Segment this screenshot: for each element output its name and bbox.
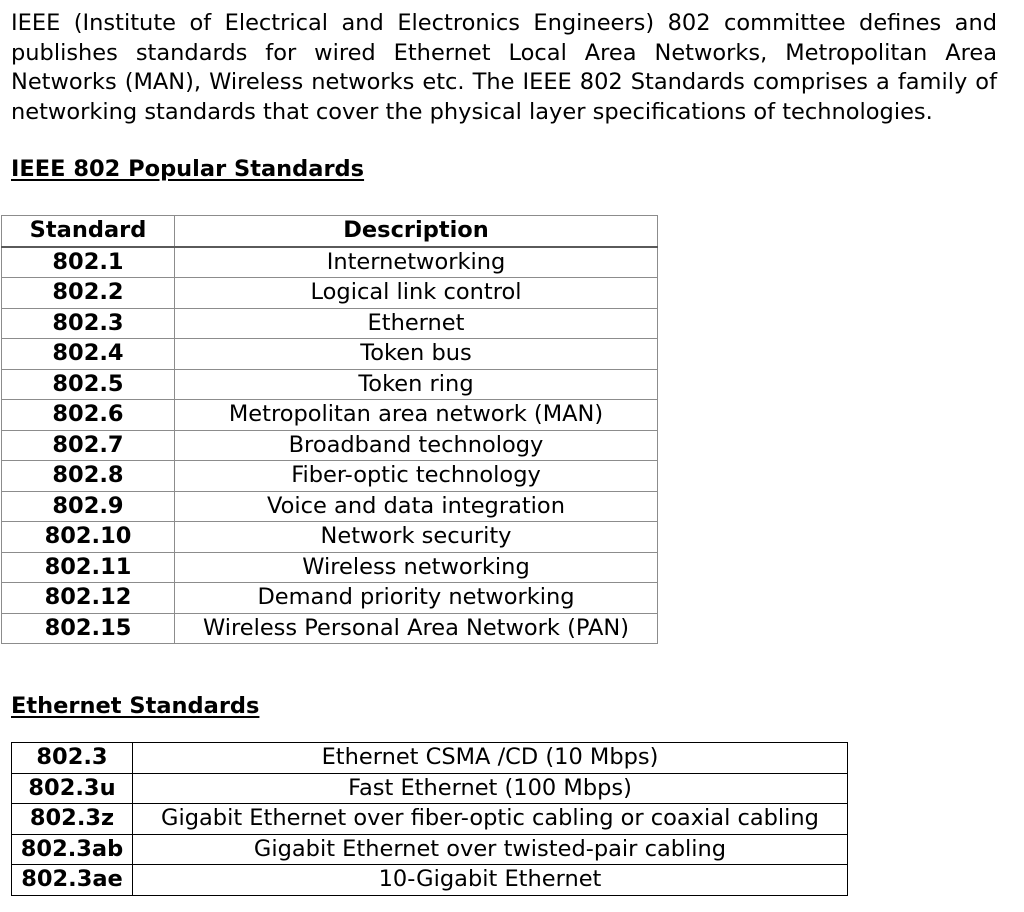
- table-row: [12, 743, 848, 774]
- description-cell: Ethernet CSMA /CD (10 Mbps): [133, 743, 848, 774]
- table-row: [12, 773, 848, 804]
- description-cell: Fast Ethernet (100 Mbps): [133, 773, 848, 804]
- standard-cell: 802.8: [2, 461, 175, 492]
- description-cell: 10-Gigabit Ethernet: [133, 865, 848, 896]
- description-cell: Demand priority networking: [175, 583, 658, 614]
- standard-cell: 802.3ab: [12, 834, 133, 865]
- standard-cell: 802.7: [2, 430, 175, 461]
- table-row: [12, 865, 848, 896]
- standard-cell: 802.2: [2, 278, 175, 309]
- ethernet-standards-heading: Ethernet Standards: [11, 693, 260, 719]
- table-row: [2, 522, 658, 553]
- table-row: [2, 491, 658, 522]
- table-row: [2, 552, 658, 583]
- standard-cell: 802.9: [2, 491, 175, 522]
- description-cell: Fiber-optic technology: [175, 461, 658, 492]
- table-row: [2, 278, 658, 309]
- popular-standards-table: [1, 215, 658, 644]
- popular-standards-heading: IEEE 802 Popular Standards: [11, 156, 365, 182]
- standard-cell: 802.3: [2, 308, 175, 339]
- description-cell: Wireless networking: [175, 552, 658, 583]
- description-cell: Broadband technology: [175, 430, 658, 461]
- description-cell: Ethernet: [175, 308, 658, 339]
- intro-paragraph: IEEE (Institute of Electrical and Electronics Engineers) 802 committee defines and publishes standards for wired Ethernet Local Area Networks, Metropolitan Area Networks (MAN), Wireless networks etc. The IEEE 802 Standards comprises a family of networking standards that cover the physical layer specifications of technologies.: [11, 10, 997, 125]
- table-row: [2, 583, 658, 614]
- column-header-description: Description: [175, 216, 658, 247]
- description-cell: Network security: [175, 522, 658, 553]
- description-cell: Logical link control: [175, 278, 658, 309]
- table-row: [2, 400, 658, 431]
- table-row: [2, 430, 658, 461]
- standard-cell: 802.11: [2, 552, 175, 583]
- table-row: [2, 247, 658, 278]
- standard-cell: 802.1: [2, 247, 175, 278]
- standard-cell: 802.12: [2, 583, 175, 614]
- standard-cell: 802.6: [2, 400, 175, 431]
- table-row: [2, 369, 658, 400]
- description-cell: Voice and data integration: [175, 491, 658, 522]
- standard-cell: 802.3u: [12, 773, 133, 804]
- description-cell: Token bus: [175, 339, 658, 370]
- standard-cell: 802.15: [2, 613, 175, 644]
- standard-cell: 802.5: [2, 369, 175, 400]
- standard-cell: 802.3z: [12, 804, 133, 835]
- table-row: [12, 804, 848, 835]
- description-cell: Gigabit Ethernet over twisted-pair cabling: [133, 834, 848, 865]
- standard-cell: 802.3: [12, 743, 133, 774]
- description-cell: Metropolitan area network (MAN): [175, 400, 658, 431]
- table-row: [2, 308, 658, 339]
- column-header-standard: Standard: [2, 216, 175, 247]
- description-cell: Wireless Personal Area Network (PAN): [175, 613, 658, 644]
- table-row: [2, 339, 658, 370]
- table-row: [2, 613, 658, 644]
- ethernet-standards-table: [11, 742, 848, 896]
- standard-cell: 802.3ae: [12, 865, 133, 896]
- standard-cell: 802.4: [2, 339, 175, 370]
- description-cell: Internetworking: [175, 247, 658, 278]
- table-header-row: [2, 216, 658, 247]
- description-cell: Gigabit Ethernet over fiber-optic cabling or coaxial cabling: [133, 804, 848, 835]
- description-cell: Token ring: [175, 369, 658, 400]
- table-row: [2, 461, 658, 492]
- table-row: [12, 834, 848, 865]
- standard-cell: 802.10: [2, 522, 175, 553]
